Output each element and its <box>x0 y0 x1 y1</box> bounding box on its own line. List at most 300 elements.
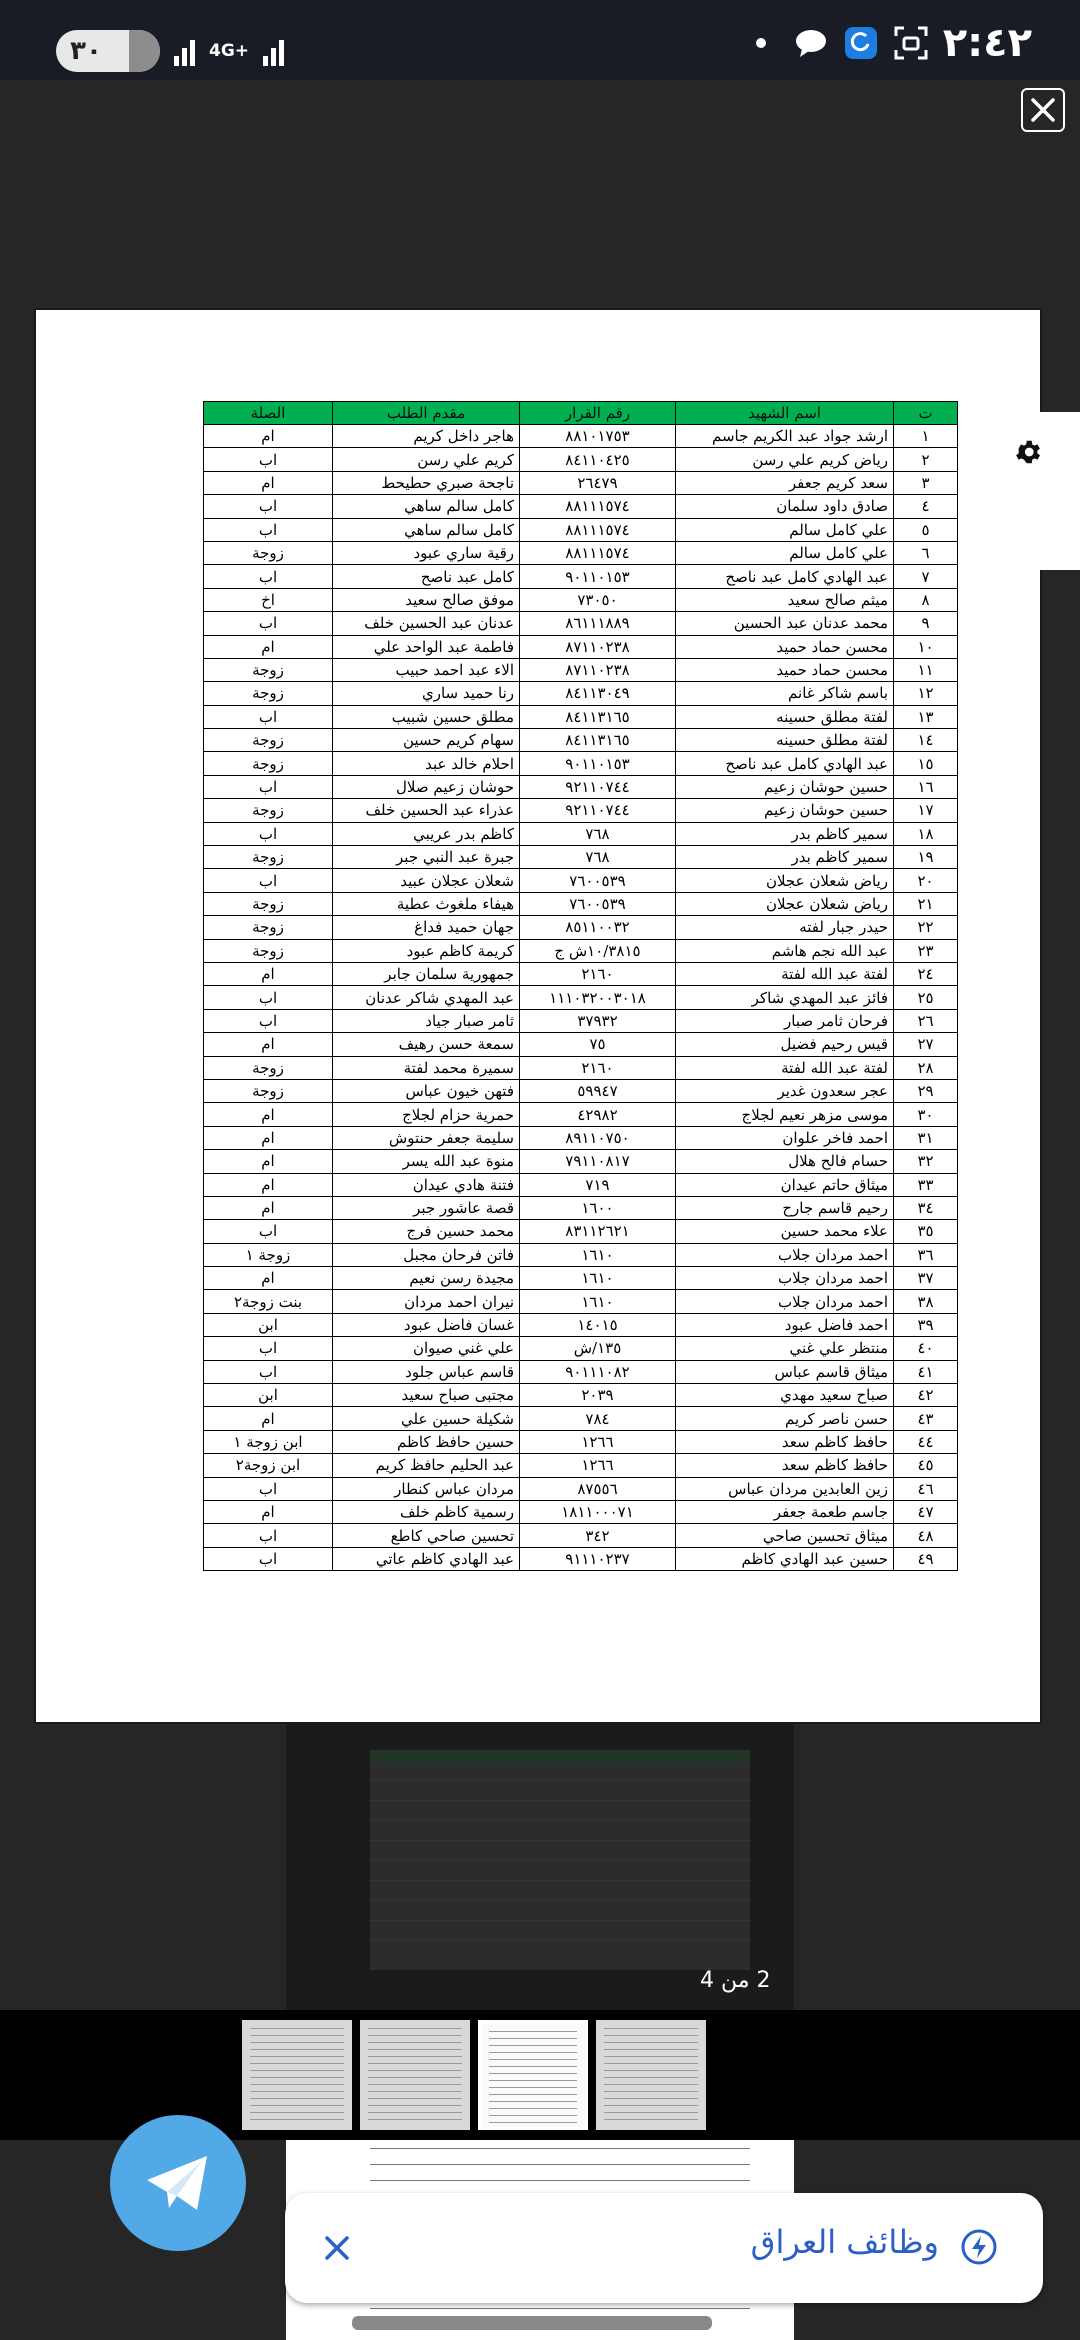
cell-martyr-name: رياض كريم علي رسن <box>676 448 894 471</box>
cell-decision-number: ٨٤١١٣١٦٥ <box>520 729 676 752</box>
thumbnail-line <box>604 2070 698 2071</box>
cell-martyr-name: عجر سعدون غدير <box>676 1079 894 1102</box>
cell-applicant: حمرية حزام لجلاج <box>333 1103 520 1126</box>
cell-relation: ابن زوجة ١ <box>204 1430 333 1453</box>
cell-martyr-name: احمد مردان جلاب <box>676 1267 894 1290</box>
thumbnail-page-1[interactable] <box>242 2020 352 2130</box>
header-decision-number: رقم القرار <box>520 402 676 425</box>
cell-decision-number: ٧١٩ <box>520 1173 676 1196</box>
thumbnail-line <box>250 2063 344 2064</box>
cell-decision-number: ١٨١١٠٠٠٧١ <box>520 1500 676 1523</box>
cell-martyr-name: صباح سعيد مهدي <box>676 1384 894 1407</box>
battery-fill <box>129 30 160 72</box>
table-row <box>204 1220 958 1243</box>
cell-decision-number: ٥٩٩٤٧ <box>520 1079 676 1102</box>
cell-relation: اب <box>204 1337 333 1360</box>
table-row <box>204 1126 958 1149</box>
cell-relation: اب <box>204 1360 333 1383</box>
table-row <box>204 1243 958 1266</box>
cell-applicant: هيفاء ملغوث عطية <box>333 892 520 915</box>
cell-applicant: سليمة جعفر حنتوش <box>333 1126 520 1149</box>
cell-martyr-name: صادق داود سلمان <box>676 495 894 518</box>
cell-index: ٢٠ <box>894 869 958 892</box>
table-row <box>204 682 958 705</box>
cell-applicant: عبد المهدي شاكر عدنان <box>333 986 520 1009</box>
cell-relation: اب <box>204 822 333 845</box>
cell-relation: اب <box>204 448 333 471</box>
cell-decision-number: ٧٦٠٠٥٣٩ <box>520 892 676 915</box>
thumbnail-line <box>368 2077 462 2078</box>
cell-decision-number: ١٤٠١٥ <box>520 1313 676 1336</box>
document-page[interactable] <box>34 308 1042 1724</box>
cell-relation: اخ <box>204 588 333 611</box>
thumbnail-line <box>368 2028 462 2029</box>
cell-applicant: عبد الهادي كاظم عاتي <box>333 1547 520 1570</box>
cell-index: ٣٢ <box>894 1150 958 1173</box>
cell-martyr-name: احمد فاضل عبود <box>676 1313 894 1336</box>
thumbnail-line <box>250 2042 344 2043</box>
cell-martyr-name: ميثاق قاسم عباس <box>676 1360 894 1383</box>
thumbnail-line <box>489 2052 577 2053</box>
cell-index: ٤٥ <box>894 1454 958 1477</box>
cell-martyr-name: لفتة عبد الله لفتة <box>676 962 894 985</box>
cell-relation: زوجة <box>204 892 333 915</box>
thumbnail-line <box>604 2049 698 2050</box>
table-row <box>204 846 958 869</box>
cell-applicant: رقية ساري عبود <box>333 541 520 564</box>
cell-martyr-name: موسى مزهر نعيم لجلاج <box>676 1103 894 1126</box>
table-row <box>204 495 958 518</box>
gear-icon[interactable] <box>1008 432 1048 472</box>
thumbnail-line <box>604 2077 698 2078</box>
cell-decision-number: ٣٤٢ <box>520 1524 676 1547</box>
cell-martyr-name: محسن حماد حميد <box>676 635 894 658</box>
cell-decision-number: ١٦٠٠ <box>520 1196 676 1219</box>
cell-decision-number: ٨٧٥٥٦ <box>520 1477 676 1500</box>
cell-applicant: فاتن فرحان مجبل <box>333 1243 520 1266</box>
cell-relation: زوجة ١ <box>204 1243 333 1266</box>
cell-index: ٣ <box>894 471 958 494</box>
cell-applicant: محمد حسين فرج <box>333 1220 520 1243</box>
next-page-header-bar <box>370 1750 750 1762</box>
cell-index: ٩ <box>894 612 958 635</box>
cell-applicant: عبد الحليم حافظ كريم <box>333 1454 520 1477</box>
status-left <box>56 30 284 72</box>
table-row <box>204 1430 958 1453</box>
scroll-hint-bar <box>352 2316 712 2330</box>
thumbnail-line <box>368 2112 462 2113</box>
signal-icon-2 <box>263 36 284 66</box>
cell-martyr-name: احمد مردان جلاب <box>676 1290 894 1313</box>
cell-decision-number: ١٣٥/ش <box>520 1337 676 1360</box>
cell-martyr-name: ميثاق تحسين صاحي <box>676 1524 894 1547</box>
thumbnail-line <box>604 2042 698 2043</box>
cell-decision-number: ٨٨١١١٥٧٤ <box>520 495 676 518</box>
cell-index: ٣٩ <box>894 1313 958 1336</box>
table-row <box>204 658 958 681</box>
cell-decision-number: ٧٨٤ <box>520 1407 676 1430</box>
cell-index: ٢ <box>894 448 958 471</box>
thumbnail-line <box>604 2105 698 2106</box>
cell-martyr-name: ميثم صالح سعيد <box>676 588 894 611</box>
cell-applicant: جمهورية سلمان جابر <box>333 962 520 985</box>
cell-applicant: مطلق حسين شبيب <box>333 705 520 728</box>
thumbnail-line <box>250 2028 344 2029</box>
network-type: 4G+ <box>209 41 250 61</box>
cell-applicant: مجتبى صباح سعيد <box>333 1384 520 1407</box>
cell-relation: اب <box>204 1220 333 1243</box>
cell-index: ٣٦ <box>894 1243 958 1266</box>
thumbnail-line <box>368 2105 462 2106</box>
chat-bubble-icon <box>793 25 829 61</box>
cell-applicant: عدنان عبد الحسين خلف <box>333 612 520 635</box>
cell-decision-number: ٨٤١١٠٤٢٥ <box>520 448 676 471</box>
table-row <box>204 1547 958 1570</box>
table-row <box>204 612 958 635</box>
table-row <box>204 565 958 588</box>
dot-icon <box>743 25 779 61</box>
cell-relation: بنت زوجة٢ <box>204 1290 333 1313</box>
table-row <box>204 448 958 471</box>
cell-decision-number: ١٠/٣٨١٥ش ج <box>520 939 676 962</box>
cell-decision-number: ٢١٦٠ <box>520 962 676 985</box>
cell-index: ٢٥ <box>894 986 958 1009</box>
cell-decision-number: ٩٢١١٠٧٤٤ <box>520 799 676 822</box>
thumbnail-line <box>604 2112 698 2113</box>
cell-applicant: كامل سالم ساهي <box>333 495 520 518</box>
cell-index: ١ <box>894 425 958 448</box>
cell-index: ٥ <box>894 518 958 541</box>
cell-decision-number: ٨٥١١٠٠٣٢ <box>520 916 676 939</box>
cell-relation: زوجة <box>204 729 333 752</box>
cell-applicant: كريم علي رسن <box>333 448 520 471</box>
thumbnail-line <box>250 2070 344 2071</box>
cell-applicant: رنا حميد ساري <box>333 682 520 705</box>
cell-relation: زوجة <box>204 1056 333 1079</box>
thumbnail-line <box>489 2059 577 2060</box>
thumbnail-line <box>489 2094 577 2095</box>
cell-index: ٤٣ <box>894 1407 958 1430</box>
ad-banner[interactable] <box>285 2193 1043 2303</box>
thumbnail-page-4[interactable] <box>596 2020 706 2130</box>
cell-index: ١٨ <box>894 822 958 845</box>
cell-decision-number: ١٦١٠ <box>520 1267 676 1290</box>
table-row <box>204 635 958 658</box>
cell-index: ٣٤ <box>894 1196 958 1219</box>
table-row <box>204 729 958 752</box>
cell-applicant: مردان عباس كنطار <box>333 1477 520 1500</box>
thumbnail-line <box>604 2028 698 2029</box>
cell-applicant: سمعة حسن رهيف <box>333 1033 520 1056</box>
cell-applicant: احلام خالد عبد <box>333 752 520 775</box>
telegram-share-button[interactable] <box>110 2115 246 2251</box>
cell-martyr-name: فائز عبد المهدي شاكر <box>676 986 894 1009</box>
cell-martyr-name: منتظر علي غني <box>676 1337 894 1360</box>
thumbnail-line <box>368 2084 462 2085</box>
cell-decision-number: ٤٢٩٨٢ <box>520 1103 676 1126</box>
thumbnail-line <box>250 2049 344 2050</box>
thumbnail-line <box>368 2049 462 2050</box>
cell-applicant: شعلان عجلان عبيد <box>333 869 520 892</box>
cell-decision-number: ٧٦٨ <box>520 822 676 845</box>
cell-relation: اب <box>204 869 333 892</box>
cell-applicant: حسين حافظ كاظم <box>333 1430 520 1453</box>
table-row <box>204 986 958 1009</box>
cell-martyr-name: لفتة مطلق حسينه <box>676 729 894 752</box>
cell-index: ٣٥ <box>894 1220 958 1243</box>
cell-martyr-name: رياض شعلان عجلان <box>676 892 894 915</box>
cell-martyr-name: حسام فالح هلال <box>676 1150 894 1173</box>
cell-index: ١٧ <box>894 799 958 822</box>
table-row <box>204 471 958 494</box>
cell-index: ٤ <box>894 495 958 518</box>
cell-applicant: كريمة كاظم عبود <box>333 939 520 962</box>
cell-relation: ام <box>204 425 333 448</box>
thumbnail-line <box>489 2080 577 2081</box>
settings-tab[interactable] <box>990 412 1080 570</box>
ad-title[interactable]: وظائف العراق <box>750 2223 939 2261</box>
cell-relation: اب <box>204 986 333 1009</box>
close-button[interactable] <box>1021 88 1065 132</box>
cell-index: ١٣ <box>894 705 958 728</box>
thumbnail-line <box>250 2035 344 2036</box>
cell-martyr-name: احمد فاخر علوان <box>676 1126 894 1149</box>
cell-decision-number: ١١١٠٣٢٠٠٣٠١٨ <box>520 986 676 1009</box>
table-row <box>204 1454 958 1477</box>
cell-index: ٤٩ <box>894 1547 958 1570</box>
cell-martyr-name: ارشد جواد عبد الكريم جاسم <box>676 425 894 448</box>
cell-applicant: فتنة هادي عيدان <box>333 1173 520 1196</box>
cell-index: ٧ <box>894 565 958 588</box>
cell-martyr-name: علاء محمد حسين <box>676 1220 894 1243</box>
cell-applicant: حوشان زعيم صلال <box>333 775 520 798</box>
cell-martyr-name: فرحان ثامر صبار <box>676 1009 894 1032</box>
cell-decision-number: ٧٥ <box>520 1033 676 1056</box>
cell-applicant: كاظم بدر عريبي <box>333 822 520 845</box>
thumbnail-line <box>489 2101 577 2102</box>
table-row <box>204 1337 958 1360</box>
table-row <box>204 1407 958 1430</box>
cell-relation: زوجة <box>204 939 333 962</box>
cell-relation: ام <box>204 1173 333 1196</box>
bolt-icon <box>959 2227 999 2267</box>
cell-index: ٤٤ <box>894 1430 958 1453</box>
cell-relation: زوجة <box>204 682 333 705</box>
thumbnail-line <box>250 2098 344 2099</box>
thumbnail-line <box>368 2070 462 2071</box>
cell-applicant: سهام كريم حسين <box>333 729 520 752</box>
cell-relation: ام <box>204 1033 333 1056</box>
cell-martyr-name: سمير كاظم بدر <box>676 846 894 869</box>
battery-level: ٣٠ <box>70 36 102 66</box>
thumbnail-line <box>368 2042 462 2043</box>
thumbnail-line <box>368 2035 462 2036</box>
thumbnail-line <box>489 2038 577 2039</box>
table-row <box>204 1267 958 1290</box>
table-row <box>204 962 958 985</box>
cell-decision-number: ٨٧١١٠٢٣٨ <box>520 635 676 658</box>
cell-index: ٢٣ <box>894 939 958 962</box>
cell-index: ١٩ <box>894 846 958 869</box>
cell-index: ٣٠ <box>894 1103 958 1126</box>
table-row <box>204 1103 958 1126</box>
table-row <box>204 869 958 892</box>
table-header-row <box>204 402 958 425</box>
cell-applicant: الاء عبد احمد حبيب <box>333 658 520 681</box>
close-icon <box>1029 96 1057 124</box>
thumbnail-line <box>489 2087 577 2088</box>
cell-relation: زوجة <box>204 916 333 939</box>
cell-applicant: ثامر صبار جياد <box>333 1009 520 1032</box>
cell-martyr-name: حافظ كاظم سعد <box>676 1430 894 1453</box>
thumbnail-line <box>250 2112 344 2113</box>
cell-index: ٤١ <box>894 1360 958 1383</box>
cell-index: ٢١ <box>894 892 958 915</box>
cell-martyr-name: محمد عدنان عبد الحسين <box>676 612 894 635</box>
cell-applicant: منوة عبد الله يسر <box>333 1150 520 1173</box>
cell-martyr-name: رياض شعلان عجلان <box>676 869 894 892</box>
header-martyr-name: اسم الشهيد <box>676 402 894 425</box>
header-relation: الصلة <box>204 402 333 425</box>
cell-martyr-name: سمير كاظم بدر <box>676 822 894 845</box>
cell-martyr-name: حسين عبد الهادي كاظم <box>676 1547 894 1570</box>
table-row <box>204 705 958 728</box>
cell-relation: ام <box>204 471 333 494</box>
cell-decision-number: ٩٢١١٠٧٤٤ <box>520 775 676 798</box>
cell-index: ٤٦ <box>894 1477 958 1500</box>
cell-applicant: موفق صالح سعيد <box>333 588 520 611</box>
cell-index: ٤٨ <box>894 1524 958 1547</box>
cell-decision-number: ٢٦٤٧٩ <box>520 471 676 494</box>
cell-relation: اب <box>204 1477 333 1500</box>
cell-martyr-name: عبد الله نجم هاشم <box>676 939 894 962</box>
thumbnail-line <box>604 2056 698 2057</box>
cell-applicant: شكيلة حسين علي <box>333 1407 520 1430</box>
table-row <box>204 775 958 798</box>
cell-index: ١٤ <box>894 729 958 752</box>
cell-relation: ام <box>204 635 333 658</box>
table-row <box>204 939 958 962</box>
cell-martyr-name: لفتة مطلق حسينه <box>676 705 894 728</box>
table-row <box>204 1150 958 1173</box>
cell-relation: اب <box>204 518 333 541</box>
cell-relation: زوجة <box>204 799 333 822</box>
table-row <box>204 1290 958 1313</box>
cell-applicant: جهان حميد فداغ <box>333 916 520 939</box>
table-row <box>204 916 958 939</box>
cell-applicant: سميرة محمد لفتة <box>333 1056 520 1079</box>
cell-decision-number: ٩٠١١٠١٥٣ <box>520 565 676 588</box>
cell-martyr-name: حسن ناصر كريم <box>676 1407 894 1430</box>
table-row <box>204 799 958 822</box>
next-page-preview <box>370 1750 750 1970</box>
cell-relation: ام <box>204 1196 333 1219</box>
cell-index: ١٠ <box>894 635 958 658</box>
table-row <box>204 822 958 845</box>
cell-applicant: هاجر داخل كريم <box>333 425 520 448</box>
cell-decision-number: ٨٦١١١٨٨٩ <box>520 612 676 635</box>
cell-relation: ام <box>204 1150 333 1173</box>
cell-martyr-name: باسم شاكر غانم <box>676 682 894 705</box>
thumbnail-line <box>604 2091 698 2092</box>
cell-index: ١٢ <box>894 682 958 705</box>
cell-relation: ابن <box>204 1313 333 1336</box>
cell-decision-number: ٨٨١١١٥٧٤ <box>520 518 676 541</box>
cell-decision-number: ٧٣٠٥٠ <box>520 588 676 611</box>
thumbnail-page-3-active[interactable] <box>478 2020 588 2130</box>
close-icon <box>322 2233 352 2263</box>
cell-relation: ام <box>204 1407 333 1430</box>
table-row <box>204 1313 958 1336</box>
clock: ٢:٤٢ <box>942 20 1032 66</box>
cell-applicant: مجيدة رسن نعيم <box>333 1267 520 1290</box>
cell-martyr-name: قيس رحيم فضيل <box>676 1033 894 1056</box>
cell-relation: ابن <box>204 1384 333 1407</box>
cell-index: ٢٩ <box>894 1079 958 1102</box>
cell-martyr-name: حسين حوشان زعيم <box>676 799 894 822</box>
cell-decision-number: ١٦١٠ <box>520 1243 676 1266</box>
cell-decision-number: ١٦١٠ <box>520 1290 676 1313</box>
cell-relation: ام <box>204 1126 333 1149</box>
cell-applicant: ناجحة صبري حطيحط <box>333 471 520 494</box>
cell-relation: ام <box>204 962 333 985</box>
cell-martyr-name: احمد مردان جلاب <box>676 1243 894 1266</box>
cell-index: ٢٨ <box>894 1056 958 1079</box>
screenshot-icon <box>893 25 929 61</box>
table-row <box>204 752 958 775</box>
cell-relation: اب <box>204 1547 333 1570</box>
cell-decision-number: ٨٨١٠١٧٥٣ <box>520 425 676 448</box>
thumbnail-line <box>604 2035 698 2036</box>
cell-decision-number: ٨٨١١١٥٧٤ <box>520 541 676 564</box>
cell-martyr-name: حيدر جبار لفته <box>676 916 894 939</box>
cell-index: ١٥ <box>894 752 958 775</box>
records-table <box>203 401 958 1571</box>
cell-decision-number: ١٢٦٦ <box>520 1430 676 1453</box>
cell-martyr-name: حافظ كاظم سعد <box>676 1454 894 1477</box>
cell-martyr-name: سعد كريم جعفر <box>676 471 894 494</box>
cell-applicant: جبرة عبد النبي جبر <box>333 846 520 869</box>
thumbnail-line <box>489 2073 577 2074</box>
cell-index: ١٦ <box>894 775 958 798</box>
cell-relation: اب <box>204 775 333 798</box>
cell-decision-number: ٨٩١١٠٧٥٠ <box>520 1126 676 1149</box>
status-bar <box>0 0 1080 80</box>
cell-applicant: رسمية كاظم خلف <box>333 1500 520 1523</box>
cell-decision-number: ٣٧٩٣٢ <box>520 1009 676 1032</box>
thumbnail-line <box>250 2056 344 2057</box>
cell-martyr-name: عبد الهادي كامل عبد ناصح <box>676 565 894 588</box>
cell-martyr-name: علي كامل سالم <box>676 518 894 541</box>
cell-relation: ابن زوجة٢ <box>204 1454 333 1477</box>
thumbnail-line <box>489 2115 577 2116</box>
ad-close-button[interactable] <box>315 2226 359 2270</box>
cell-relation: اب <box>204 495 333 518</box>
table-row <box>204 1079 958 1102</box>
cell-relation: زوجة <box>204 658 333 681</box>
cell-applicant: كامل سالم ساهي <box>333 518 520 541</box>
cell-martyr-name: جاسم طعمة جعفر <box>676 1500 894 1523</box>
header-index: ت <box>894 402 958 425</box>
thumbnail-page-2[interactable] <box>360 2020 470 2130</box>
app-notification-icon <box>843 25 879 61</box>
page-counter: 2 من 4 <box>700 1968 771 1993</box>
thumbnail-line <box>368 2063 462 2064</box>
cell-decision-number: ٨٧١١٠٢٣٨ <box>520 658 676 681</box>
thumbnail-line <box>604 2084 698 2085</box>
table-row <box>204 1009 958 1032</box>
cell-applicant: كامل عبد ناصح <box>333 565 520 588</box>
